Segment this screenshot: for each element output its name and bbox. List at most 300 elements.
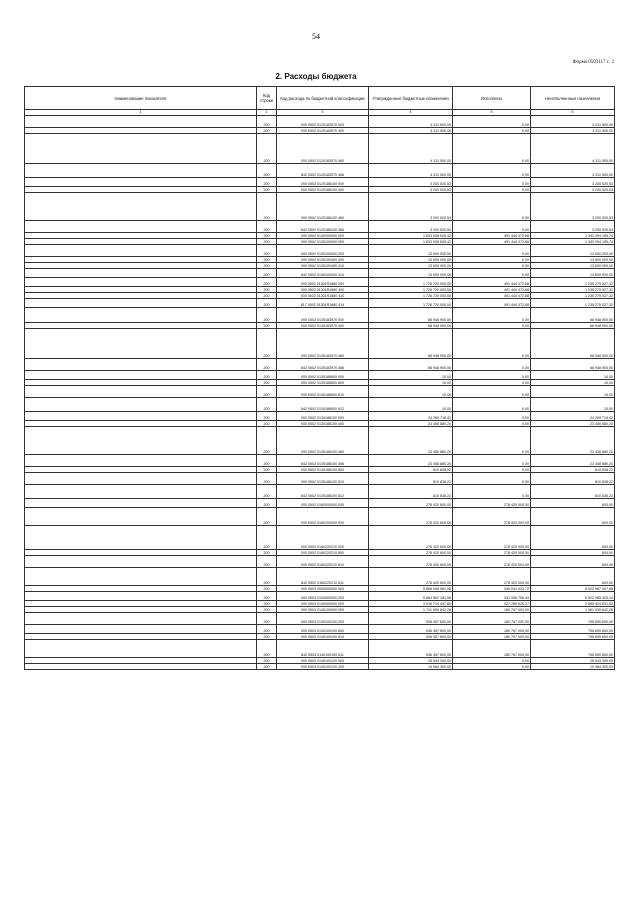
- row-class-code: 000 0502 0130186600 000: [277, 371, 369, 380]
- row-class-code: 000 0502 0160220210 000: [277, 526, 369, 550]
- table-row: [25, 427, 615, 455]
- row-executed: 0,00: [453, 128, 531, 134]
- row-class-code: 000 0502 0130183970 460: [277, 329, 369, 359]
- row-approved: 24 269 718,42: [369, 412, 453, 421]
- row-approved: 810 838,22: [369, 485, 453, 499]
- row-line-code: 200: [257, 245, 277, 257]
- row-name: [25, 371, 257, 380]
- row-class-code: 842 0502 0130188100 812: [277, 485, 369, 499]
- row-approved: 3 200 520,53: [369, 187, 453, 193]
- row-line-code: 200: [257, 380, 277, 386]
- row-name: [25, 193, 257, 221]
- row-approved: 4 311 500,00: [369, 164, 453, 178]
- row-unexecuted: 810 838,22: [531, 473, 615, 485]
- row-name: [25, 308, 257, 323]
- row-unexecuted: 810 838,22: [531, 485, 615, 499]
- row-line-code: 200: [257, 427, 277, 455]
- row-line-code: 200: [257, 556, 277, 568]
- row-executed: 0,00: [453, 193, 531, 221]
- table-row: [25, 640, 615, 658]
- row-approved: 810 838,22: [369, 473, 453, 485]
- row-line-code: 200: [257, 485, 277, 499]
- row-executed: 278 420 000,00: [453, 508, 531, 526]
- row-class-code: 000 0502 0130186600 810: [277, 386, 369, 398]
- row-unexecuted: 68 948 900,00: [531, 359, 615, 371]
- row-name: [25, 568, 257, 586]
- row-name: [25, 625, 257, 634]
- row-executed: 180 767 000,00: [453, 625, 531, 634]
- row-approved: 68 948 900,00: [369, 359, 453, 371]
- row-executed: 0,00: [453, 116, 531, 128]
- row-name: [25, 412, 257, 421]
- row-name: [25, 134, 257, 164]
- row-unexecuted: 600,00: [531, 526, 615, 550]
- row-class-code: 842 0502 0130188100 466: [277, 455, 369, 467]
- row-approved: 4 311 500,00: [369, 134, 453, 164]
- row-executed: 180 767 000,00: [453, 607, 531, 613]
- row-executed: 491 444 472,68: [453, 299, 531, 308]
- row-approved: 13 600 000,00: [369, 257, 453, 263]
- row-name: [25, 398, 257, 412]
- row-line-code: 200: [257, 568, 277, 586]
- row-unexecuted: 1 342 094 155,74: [531, 233, 615, 239]
- row-executed: 0,00: [453, 455, 531, 467]
- row-approved: 23 458 880,20: [369, 421, 453, 427]
- row-name: [25, 278, 257, 287]
- row-unexecuted: 600,00: [531, 508, 615, 526]
- row-class-code: 000 0503 0100000000 000: [277, 592, 369, 601]
- table-row: [25, 359, 615, 371]
- row-unexecuted: 600,00: [531, 568, 615, 586]
- row-line-code: 200: [257, 233, 277, 239]
- row-line-code: 200: [257, 467, 277, 473]
- row-class-code: 842 0503 0140100100 611: [277, 640, 369, 658]
- row-line-code: 200: [257, 412, 277, 421]
- table-row: [25, 371, 615, 380]
- table-row: [25, 221, 615, 233]
- row-name: [25, 508, 257, 526]
- row-executed: 0,00: [453, 164, 531, 178]
- row-class-code: 842 0502 0130100400 414: [277, 269, 369, 278]
- row-name: [25, 178, 257, 187]
- row-approved: 68 948 900,00: [369, 308, 453, 323]
- row-executed: 0,00: [453, 245, 531, 257]
- table-row: [25, 412, 615, 421]
- row-name: [25, 359, 257, 371]
- row-line-code: 200: [257, 421, 277, 427]
- row-approved: 936 457 600,00: [369, 640, 453, 658]
- row-unexecuted: 10,00: [531, 398, 615, 412]
- row-line-code: 200: [257, 473, 277, 485]
- row-name: [25, 299, 257, 308]
- row-approved: 10,00: [369, 398, 453, 412]
- row-executed: 491 444 472,68: [453, 293, 531, 299]
- row-line-code: 200: [257, 269, 277, 278]
- row-line-code: 200: [257, 263, 277, 269]
- row-line-code: 200: [257, 526, 277, 550]
- row-approved: 810 838,22: [369, 467, 453, 473]
- row-executed: 0,00: [453, 473, 531, 485]
- row-executed: 0,00: [453, 187, 531, 193]
- row-approved: 1 833 538 628,42: [369, 239, 453, 245]
- row-approved: 5 866 008 981,98: [369, 586, 453, 592]
- row-class-code: 000 0502 0120188100 400: [277, 187, 369, 193]
- row-unexecuted: 2 689 424 831,53: [531, 601, 615, 607]
- row-executed: 0,00: [453, 323, 531, 329]
- row-line-code: 200: [257, 607, 277, 613]
- row-class-code: 000 0502 0120183970 460: [277, 134, 369, 164]
- row-line-code: 200: [257, 308, 277, 323]
- row-line-code: 200: [257, 299, 277, 308]
- row-approved: 4 311 500,00: [369, 116, 453, 128]
- row-unexecuted: 755 690 600,00: [531, 625, 615, 634]
- header-unexecuted: Неисполненные назначения: [531, 87, 615, 110]
- row-line-code: 200: [257, 455, 277, 467]
- row-executed: 0,00: [453, 263, 531, 269]
- column-number: 1: [25, 110, 257, 116]
- row-approved: 10,00: [369, 371, 453, 380]
- row-line-code: 200: [257, 128, 277, 134]
- row-approved: 10,00: [369, 380, 453, 386]
- row-name: [25, 640, 257, 658]
- column-number: 2: [257, 110, 277, 116]
- row-class-code: 000 0503 0000000000 000: [277, 586, 369, 592]
- row-line-code: 200: [257, 613, 277, 625]
- row-line-code: 200: [257, 658, 277, 664]
- row-unexecuted: 23 458 880,20: [531, 421, 615, 427]
- row-approved: 278 420 600,00: [369, 508, 453, 526]
- row-name: [25, 269, 257, 278]
- row-unexecuted: 4 311 500,00: [531, 116, 615, 128]
- row-approved: 3 200 520,53: [369, 193, 453, 221]
- row-class-code: 000 0502 0130100400 000: [277, 245, 369, 257]
- row-executed: 0,00: [453, 221, 531, 233]
- row-executed: 0,00: [453, 134, 531, 164]
- row-class-code: 000 0502 0120183970 000: [277, 116, 369, 128]
- row-line-code: 200: [257, 193, 277, 221]
- row-unexecuted: 25 543 300,00: [531, 658, 615, 664]
- row-class-code: 000 0503 0140100120 000: [277, 658, 369, 664]
- table-row: [25, 556, 615, 568]
- row-approved: 68 948 900,00: [369, 329, 453, 359]
- row-class-code: 000 0502 0160220210 800: [277, 550, 369, 556]
- row-class-code: 000 0502 01301R1880 400: [277, 287, 369, 293]
- row-line-code: 200: [257, 664, 277, 670]
- row-unexecuted: 755 690 600,00: [531, 613, 615, 625]
- row-unexecuted: 755 690 600,00: [531, 634, 615, 640]
- row-class-code: 000 0502 0160220210 810: [277, 556, 369, 568]
- row-unexecuted: 13 600 000,00: [531, 269, 615, 278]
- row-line-code: 200: [257, 386, 277, 398]
- row-line-code: 200: [257, 508, 277, 526]
- row-unexecuted: 10 984 300,00: [531, 664, 615, 670]
- row-unexecuted: 1 235 275 527,32: [531, 299, 615, 308]
- row-unexecuted: 600,00: [531, 556, 615, 568]
- row-unexecuted: 3 200 520,53: [531, 187, 615, 193]
- row-executed: 0,00: [453, 664, 531, 670]
- row-executed: 0,00: [453, 269, 531, 278]
- row-executed: 0,00: [453, 467, 531, 473]
- table-row: [25, 508, 615, 526]
- row-class-code: 000 0503 0140100000 000: [277, 607, 369, 613]
- row-approved: 1 726 720 000,00: [369, 293, 453, 299]
- page-number: 54: [312, 32, 320, 41]
- row-class-code: 817 0502 01301R1880 414: [277, 299, 369, 308]
- row-executed: 0,00: [453, 371, 531, 380]
- row-unexecuted: 23 458 880,20: [531, 427, 615, 455]
- row-class-code: 000 0502 0120188100 460: [277, 193, 369, 221]
- row-executed: 341 596 756,44: [453, 592, 531, 601]
- row-line-code: 200: [257, 293, 277, 299]
- row-executed: 278 420 000,00: [453, 568, 531, 586]
- row-executed: 491 444 472,68: [453, 287, 531, 293]
- row-unexecuted: 4 311 500,00: [531, 164, 615, 178]
- row-name: [25, 455, 257, 467]
- row-approved: 278 420 600,00: [369, 526, 453, 550]
- row-line-code: 200: [257, 164, 277, 178]
- row-class-code: 000 0503 0140100100 600: [277, 625, 369, 634]
- row-name: [25, 473, 257, 485]
- row-line-code: 200: [257, 634, 277, 640]
- row-class-code: 842 0502 0120188100 466: [277, 221, 369, 233]
- row-approved: 13 600 000,00: [369, 263, 453, 269]
- row-approved: 278 420 600,00: [369, 568, 453, 586]
- row-unexecuted: 755 690 600,00: [531, 640, 615, 658]
- row-unexecuted: 4 311 500,00: [531, 134, 615, 164]
- row-approved: 3 016 714 457,80: [369, 601, 453, 607]
- row-class-code: 000 0502 0130186600 800: [277, 380, 369, 386]
- row-approved: 10,00: [369, 386, 453, 398]
- table-row: [25, 116, 615, 128]
- row-class-code: 000 0502 0130188100 800: [277, 467, 369, 473]
- row-unexecuted: 5 522 965 425,14: [531, 592, 615, 601]
- row-unexecuted: 68 948 900,00: [531, 323, 615, 329]
- row-line-code: 200: [257, 329, 277, 359]
- row-class-code: 000 0502 0130188100 810: [277, 473, 369, 485]
- row-unexecuted: 10,00: [531, 386, 615, 398]
- row-executed: 0,00: [453, 398, 531, 412]
- row-approved: 1 741 806 842,26: [369, 607, 453, 613]
- row-executed: 349 041 033,72: [453, 586, 531, 592]
- row-executed: 0,00: [453, 178, 531, 187]
- row-class-code: 000 0502 01301R1880 000: [277, 278, 369, 287]
- row-unexecuted: 5 522 967 947,86: [531, 586, 615, 592]
- table-body: [25, 116, 615, 670]
- row-name: [25, 664, 257, 670]
- row-name: [25, 116, 257, 128]
- row-approved: 4 311 500,00: [369, 128, 453, 134]
- row-class-code: 000 0502 0130188100 000: [277, 412, 369, 421]
- row-class-code: 000 0502 0130183970 400: [277, 323, 369, 329]
- row-approved: 68 948 900,00: [369, 323, 453, 329]
- row-approved: 10 984 300,00: [369, 664, 453, 670]
- row-approved: 1 833 538 628,42: [369, 233, 453, 239]
- row-unexecuted: 3 200 520,53: [531, 221, 615, 233]
- row-unexecuted: 24 269 718,42: [531, 412, 615, 421]
- row-unexecuted: 68 948 900,00: [531, 329, 615, 359]
- row-unexecuted: 1 235 275 527,32: [531, 293, 615, 299]
- row-name: [25, 386, 257, 398]
- row-executed: 278 420 000,00: [453, 556, 531, 568]
- row-executed: 0,00: [453, 427, 531, 455]
- row-class-code: 000 0503 0140100100 610: [277, 634, 369, 640]
- row-line-code: 200: [257, 601, 277, 607]
- table-row: [25, 664, 615, 670]
- row-approved: 936 457 600,00: [369, 634, 453, 640]
- table-row: [25, 473, 615, 485]
- row-class-code: 000 0502 0160000000 000: [277, 499, 369, 508]
- row-unexecuted: 810 838,22: [531, 467, 615, 473]
- row-approved: 5 864 562 181,98: [369, 592, 453, 601]
- header-executed: Исполнено: [453, 87, 531, 110]
- row-executed: 278 420 000,00: [453, 526, 531, 550]
- row-name: [25, 526, 257, 550]
- table-row: [25, 613, 615, 625]
- row-line-code: 200: [257, 239, 277, 245]
- row-approved: 1 726 720 000,00: [369, 299, 453, 308]
- row-name: [25, 427, 257, 455]
- row-unexecuted: 13 600 000,00: [531, 257, 615, 263]
- row-line-code: 200: [257, 640, 277, 658]
- table-row: [25, 398, 615, 412]
- row-line-code: 200: [257, 550, 277, 556]
- row-executed: 0,00: [453, 386, 531, 398]
- row-executed: 0,00: [453, 359, 531, 371]
- row-line-code: 200: [257, 116, 277, 128]
- budget-expenses-table: [24, 86, 615, 670]
- row-unexecuted: 10,00: [531, 380, 615, 386]
- column-number: 5: [453, 110, 531, 116]
- row-approved: 3 200 520,53: [369, 178, 453, 187]
- row-name: [25, 164, 257, 178]
- table-row: [25, 625, 615, 634]
- row-approved: 23 458 880,20: [369, 455, 453, 467]
- row-approved: 1 726 720 000,00: [369, 278, 453, 287]
- row-name: [25, 613, 257, 625]
- row-unexecuted: 1 235 275 527,32: [531, 278, 615, 287]
- row-class-code: 000 0503 0140100100 000: [277, 613, 369, 625]
- row-class-code: 842 0502 0120183970 466: [277, 164, 369, 178]
- row-approved: 25 543 300,00: [369, 658, 453, 664]
- row-executed: 491 444 472,68: [453, 239, 531, 245]
- row-unexecuted: 1 235 275 527,32: [531, 287, 615, 293]
- row-line-code: 200: [257, 187, 277, 193]
- row-class-code: 000 0502 0130183970 000: [277, 308, 369, 323]
- row-line-code: 200: [257, 499, 277, 508]
- row-name: [25, 485, 257, 499]
- row-executed: 491 444 472,68: [453, 233, 531, 239]
- row-name: [25, 245, 257, 257]
- row-line-code: 200: [257, 278, 277, 287]
- row-line-code: 200: [257, 592, 277, 601]
- row-class-code: 000 0502 0130100400 410: [277, 263, 369, 269]
- row-name: [25, 329, 257, 359]
- column-number: 6: [531, 110, 615, 116]
- row-unexecuted: 1 342 094 155,74: [531, 239, 615, 245]
- table-row: [25, 164, 615, 178]
- row-unexecuted: 600,00: [531, 550, 615, 556]
- table-row: [25, 499, 615, 508]
- row-class-code: 000 0502 0120183970 400: [277, 128, 369, 134]
- row-line-code: 200: [257, 287, 277, 293]
- table-row: [25, 269, 615, 278]
- table-row: [25, 568, 615, 586]
- row-approved: 278 420 600,00: [369, 556, 453, 568]
- header-approved: Утвержденные бюджетные назначения: [369, 87, 453, 110]
- row-line-code: 200: [257, 586, 277, 592]
- table-row: [25, 245, 615, 257]
- row-name: [25, 499, 257, 508]
- header-name: Наименование показателя: [25, 87, 257, 110]
- column-number: 4: [369, 110, 453, 116]
- row-executed: 327 289 626,27: [453, 601, 531, 607]
- row-class-code: 842 0502 0160220210 811: [277, 568, 369, 586]
- table-row: [25, 455, 615, 467]
- row-unexecuted: 23 458 880,20: [531, 455, 615, 467]
- row-class-code: 000 0502 01301R1880 410: [277, 293, 369, 299]
- row-approved: 3 200 520,53: [369, 221, 453, 233]
- row-approved: 13 600 000,00: [369, 245, 453, 257]
- row-line-code: 200: [257, 221, 277, 233]
- row-class-code: 000 0502 0130100400 400: [277, 257, 369, 263]
- row-executed: 0,00: [453, 380, 531, 386]
- table-row: [25, 386, 615, 398]
- row-line-code: 200: [257, 359, 277, 371]
- row-executed: 180 767 000,00: [453, 640, 531, 658]
- row-executed: 491 444 472,68: [453, 278, 531, 287]
- row-class-code: 000 0502 0130000000 000: [277, 233, 369, 239]
- row-unexecuted: 13 600 000,00: [531, 245, 615, 257]
- row-executed: 180 767 000,00: [453, 634, 531, 640]
- row-class-code: 000 0502 0120188100 000: [277, 178, 369, 187]
- table-row: [25, 329, 615, 359]
- row-class-code: 842 0502 0130183970 466: [277, 359, 369, 371]
- table-row: [25, 592, 615, 601]
- row-unexecuted: 3 200 520,53: [531, 178, 615, 187]
- header-class-code: Код расхода по бюджетной классификации: [277, 87, 369, 110]
- row-name: [25, 592, 257, 601]
- row-executed: 180 767 000,00: [453, 613, 531, 625]
- table-header-row: [25, 87, 615, 110]
- row-line-code: 200: [257, 398, 277, 412]
- row-class-code: 000 0503 0140100120 200: [277, 664, 369, 670]
- table-row: [25, 134, 615, 164]
- row-approved: 13 600 000,00: [369, 269, 453, 278]
- row-executed: 0,00: [453, 329, 531, 359]
- row-approved: 278 420 600,00: [369, 550, 453, 556]
- table-row: [25, 193, 615, 221]
- row-approved: 936 457 600,00: [369, 613, 453, 625]
- row-approved: 23 458 880,20: [369, 427, 453, 455]
- row-unexecuted: 68 948 900,00: [531, 308, 615, 323]
- row-executed: 0,00: [453, 658, 531, 664]
- row-line-code: 200: [257, 625, 277, 634]
- table-row: [25, 526, 615, 550]
- row-approved: 1 726 720 000,00: [369, 287, 453, 293]
- row-line-code: 200: [257, 134, 277, 164]
- row-executed: 0,00: [453, 421, 531, 427]
- row-class-code: 000 0502 0130188100 400: [277, 421, 369, 427]
- row-line-code: 200: [257, 257, 277, 263]
- row-executed: 0,00: [453, 308, 531, 323]
- row-class-code: 842 0502 0130186600 812: [277, 398, 369, 412]
- row-unexecuted: 4 311 500,00: [531, 128, 615, 134]
- table-row: [25, 178, 615, 187]
- row-executed: 278 420 000,00: [453, 550, 531, 556]
- table-row: [25, 299, 615, 308]
- table-row: [25, 278, 615, 287]
- row-executed: 0,00: [453, 485, 531, 499]
